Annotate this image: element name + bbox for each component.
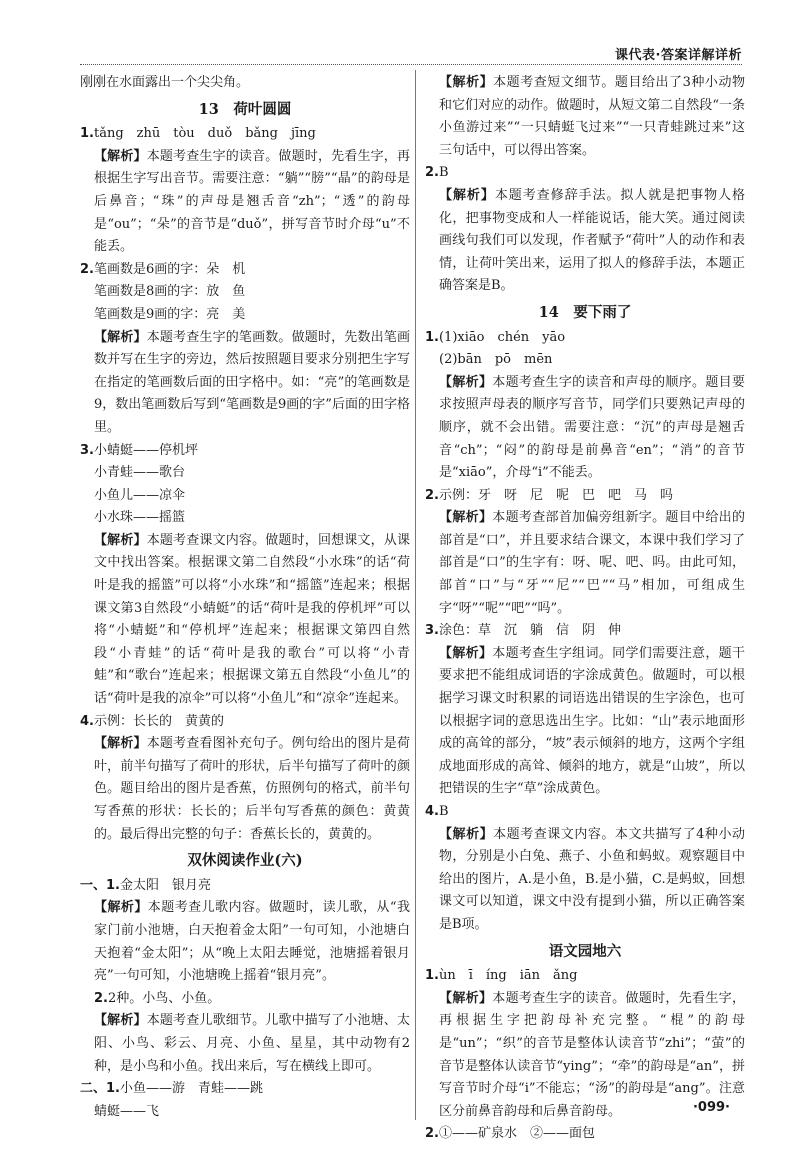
explanation — [425, 72, 745, 162]
explanation-tag: 【解析】 — [94, 736, 147, 752]
answer-item — [80, 875, 410, 898]
explanation-text: 本题考查短文细节。题目给出了3种小动物和它们对应的动作。做题时，从短文第二自然段“一条小鱼游过来”“一只蜻蜓飞过来”“一只青蛙跳过来”这三句话中，可以得出答案。 — [439, 75, 745, 158]
explanation-text: 本题考查看图补充句子。例句给出的图片是荷叶，前半句描写了荷叶的形状，后半句描写了荷叶的颜色。题目给出的图片是香蕉，仿照例句的格式，前半句写香蕉的形状：长长的；后半句写香蕉的颜色：黄黄的。最后得出完整的句子：香蕉长长的，黄黄的。 — [94, 736, 410, 842]
explanation — [80, 146, 410, 259]
explanation-tag: 【解析】 — [94, 1013, 147, 1029]
section-title: 13 荷叶圆圆 — [198, 100, 292, 118]
answer-text: 2种。小鸟、小鱼。 — [107, 990, 221, 1006]
explanation — [80, 733, 410, 846]
item-number: 3. — [80, 442, 94, 458]
explanation-tag: 【解析】 — [94, 900, 148, 916]
answer-text: 笔画数是6画的字：朵 机 — [93, 261, 246, 277]
item-number: 2. — [94, 990, 108, 1006]
explanation — [425, 824, 745, 937]
answer-item — [80, 440, 410, 463]
page-number: ·099· — [692, 1100, 730, 1115]
explanation-tag: 【解析】 — [439, 374, 493, 390]
answer-item — [80, 711, 410, 734]
explanation — [425, 185, 745, 298]
answer-text: ①——矿泉水 ②——面包 — [438, 1126, 595, 1142]
answer-text: 小蜻蜓——停机坪 — [93, 442, 198, 458]
answer-line: 小青蛙——歌台 — [94, 465, 186, 481]
item-number: 4. — [425, 804, 439, 819]
header-title: 课代表·答案详解详析 — [615, 48, 742, 63]
text-line: 刚刚在水面露出一个尖尖角。 — [80, 75, 250, 90]
answer-text: B — [438, 804, 449, 819]
answer-text: 涂色：草 沉 躺 信 阴 伸 — [438, 623, 621, 639]
explanation — [80, 1010, 410, 1078]
explanation — [425, 643, 745, 801]
answer-item — [425, 801, 745, 824]
page-header — [80, 44, 742, 65]
answer-item — [80, 988, 410, 1011]
answer-item — [425, 162, 745, 185]
explanation-tag: 【解析】 — [94, 148, 147, 164]
explanation — [80, 530, 410, 711]
answer-line: 小鱼儿——凉伞 — [94, 487, 186, 503]
answer-item — [425, 327, 745, 350]
explanation-tag: 【解析】 — [439, 990, 493, 1006]
explanation-tag: 【解析】 — [439, 75, 494, 90]
answer-item — [425, 965, 745, 988]
item-number: 2. — [80, 261, 94, 277]
answer-line: 小水珠——摇篮 — [94, 510, 186, 526]
answer-item — [425, 1123, 745, 1146]
explanation-text: 本题考查儿歌内容。做题时，读儿歌，从“我家门前小池塘，白天抱着金太阳”一句可知，小池塘白天抱着“金太阳”；从“晚上太阳去睡觉，池塘摇着银月亮”一句可知，小池塘晚上摇着“银月亮”。 — [94, 900, 410, 984]
section-title: 语文园地六 — [548, 942, 622, 960]
explanation-text: 本题考查课文内容。本文共描写了4种小动物，分别是小白兔、燕子、小鱼和蚂蚁。观察题目中给出的图片，A.是小鱼，B.是小猫，C.是蚂蚁，回想课文可以知道，课文中没有提到小猫，所以正确答案是B项。 — [439, 826, 745, 932]
explanation-text: 本题考查修辞手法。拟人就是把事物人格化，把事物变成和人一样能说话，能大笑。通过阅读画线句我们可以发现，作者赋予“荷叶”人的动作和表情，让荷叶笑出来，运用了拟人的修辞手法，本题正确答案是B。 — [439, 187, 745, 294]
answer-text: 金太阳 银月亮 — [119, 877, 211, 893]
answer-line: (2)bān pō mēn — [439, 352, 553, 368]
answer-text: 小鱼——游 青蛙——跳 — [119, 1081, 263, 1097]
left-column — [80, 72, 410, 1123]
explanation — [80, 327, 410, 440]
explanation-text: 本题考查课文内容。做题时，回想课文，从课文中找出答案。根据课文第二自然段“小水珠”的话“荷叶是我的摇篮”可以将“小水珠”和“摇篮”连起来；根据课文第3自然段“小蜻蜓”的话“荷叶是我的停机坪”可以将“小蜻蜓”和“停机坪”连起来；根据课文第四自然段“小青蛙”的话“荷叶是我的歌台”可以将“小青蛙”和“歌台”连起来；根据课文第五自然段“小鱼儿”的话“荷叶是我的凉伞”可以将“小鱼儿”和“凉伞”连起来。 — [94, 532, 410, 707]
answer-text: 示例：长长的 黄黄的 — [93, 713, 224, 729]
item-number: 1. — [425, 329, 439, 345]
section-title: 双休阅读作业(六) — [187, 852, 303, 870]
answer-line: 蜻蜓——飞 — [94, 1103, 160, 1119]
answer-text: ùn ī íng iān ǎng — [438, 968, 578, 984]
item-number: 2. — [425, 487, 439, 503]
item-number: 3. — [425, 623, 439, 639]
explanation-tag: 【解析】 — [439, 510, 493, 526]
explanation-tag: 【解析】 — [94, 532, 147, 548]
item-number: 1. — [80, 126, 94, 142]
explanation — [425, 507, 745, 620]
answer-line: 笔画数是9画的字：亮 美 — [94, 306, 246, 322]
item-number: 2. — [425, 1126, 439, 1142]
explanation — [80, 897, 410, 987]
right-column — [425, 72, 745, 1146]
explanation-tag: 【解析】 — [439, 826, 494, 842]
explanation-tag: 【解析】 — [439, 187, 495, 203]
answer-text: (1)xiāo chén yāo — [438, 329, 566, 345]
column-divider — [415, 70, 416, 1120]
item-number: 二、1. — [80, 1081, 120, 1097]
answer-line: 笔画数是8画的字：放 鱼 — [94, 284, 246, 300]
explanation-tag: 【解析】 — [94, 329, 147, 345]
explanation-text: 本题考查生字组词。同学们需要注意，题干要求把不能组成词语的字涂成黄色。做题时，可以根据学习课文时积累的词语选出错误的生字涂色，也可以根据字词的意思选出生字。比如：“山”表示地面形成的高耸的部分，“坡”表示倾斜的地方，这两个字组成地面形成的高耸、倾斜的地方，就是“山坡”，所以把错误的生字“草”涂成黄色。 — [439, 645, 745, 797]
answer-item — [425, 485, 745, 508]
answer-text: tǎng zhū tòu duǒ bǎng jīng — [93, 126, 316, 142]
explanation-text: 本题考查生字的笔画数。做题时，先数出笔画数并写在生字的旁边，然后按照题目要求分别把生字写在指定的笔画数后面的田字格中。如：“亮”的笔画数是9，数出笔画数后写到“笔画数是9画的字”后面的田字格里。 — [94, 329, 410, 435]
answer-item — [425, 620, 745, 643]
explanation-tag: 【解析】 — [439, 645, 493, 661]
answer-item — [80, 259, 410, 282]
answer-item — [80, 1078, 410, 1101]
item-number: 4. — [80, 713, 94, 729]
explanation-text: 本题考查生字的读音。做题时，先看生字，再根据生字把韵母补充完整。“棍”的韵母是“un”；“织”的音节是整体认读音节“zhi”；“萤”的音节是整体认读音节“ying”；“牵”的韵母是“an”，拼写音节时介母“i”不能忘；“汤”的韵母是“ang”。注意区分前鼻音韵母和后鼻音韵母。 — [439, 990, 745, 1119]
item-number: 1. — [425, 968, 439, 984]
explanation-text: 本题考查部首加偏旁组新字。题目中给出的部首是“口”，并且要求结合课文，本课中我们学习了部首是“口”的生字有：呀、呢、吧、吗。由此可知，部首“口”与“牙”“尼”“巴”“马”相加，可组成生字“呀”“呢”“吧”“吗”。 — [439, 510, 745, 616]
answer-text: B — [438, 165, 449, 181]
section-title: 14 要下雨了 — [538, 303, 632, 321]
item-number: 2. — [425, 165, 439, 181]
answer-text: 示例：牙 呀 尼 呢 巴 吧 马 吗 — [438, 487, 673, 503]
answer-item — [80, 123, 410, 146]
explanation-text: 本题考查生字的读音和声母的顺序。题目要求按照声母表的顺序写音节，同学们只要熟记声母的顺序，就不会出错。需要注意：“沉”的声母是翘舌音“ch”；“闷”的韵母是前鼻音“en”；“消”的音节是“xiāo”，介母“i”不能丢。 — [439, 374, 745, 481]
item-number: 一、1. — [80, 877, 120, 893]
explanation-text: 本题考查儿歌细节。儿歌中描写了小池塘、太阳、小鸟、彩云、月亮、小鱼、星星，其中动物有2种，是小鸟和小鱼。找出来后，写在横线上即可。 — [94, 1013, 410, 1074]
explanation — [425, 372, 745, 485]
explanation-text: 本题考查生字的读音。做题时，先看生字，再根据生字写出音节。需要注意：“躺”“膀”“晶”的韵母是后鼻音；“珠”的声母是翘舌音“zh”；“透”的韵母是“ou”；“朵”的音节是“duǒ”，拼写音节时介母“u”不能丢。 — [94, 148, 410, 255]
